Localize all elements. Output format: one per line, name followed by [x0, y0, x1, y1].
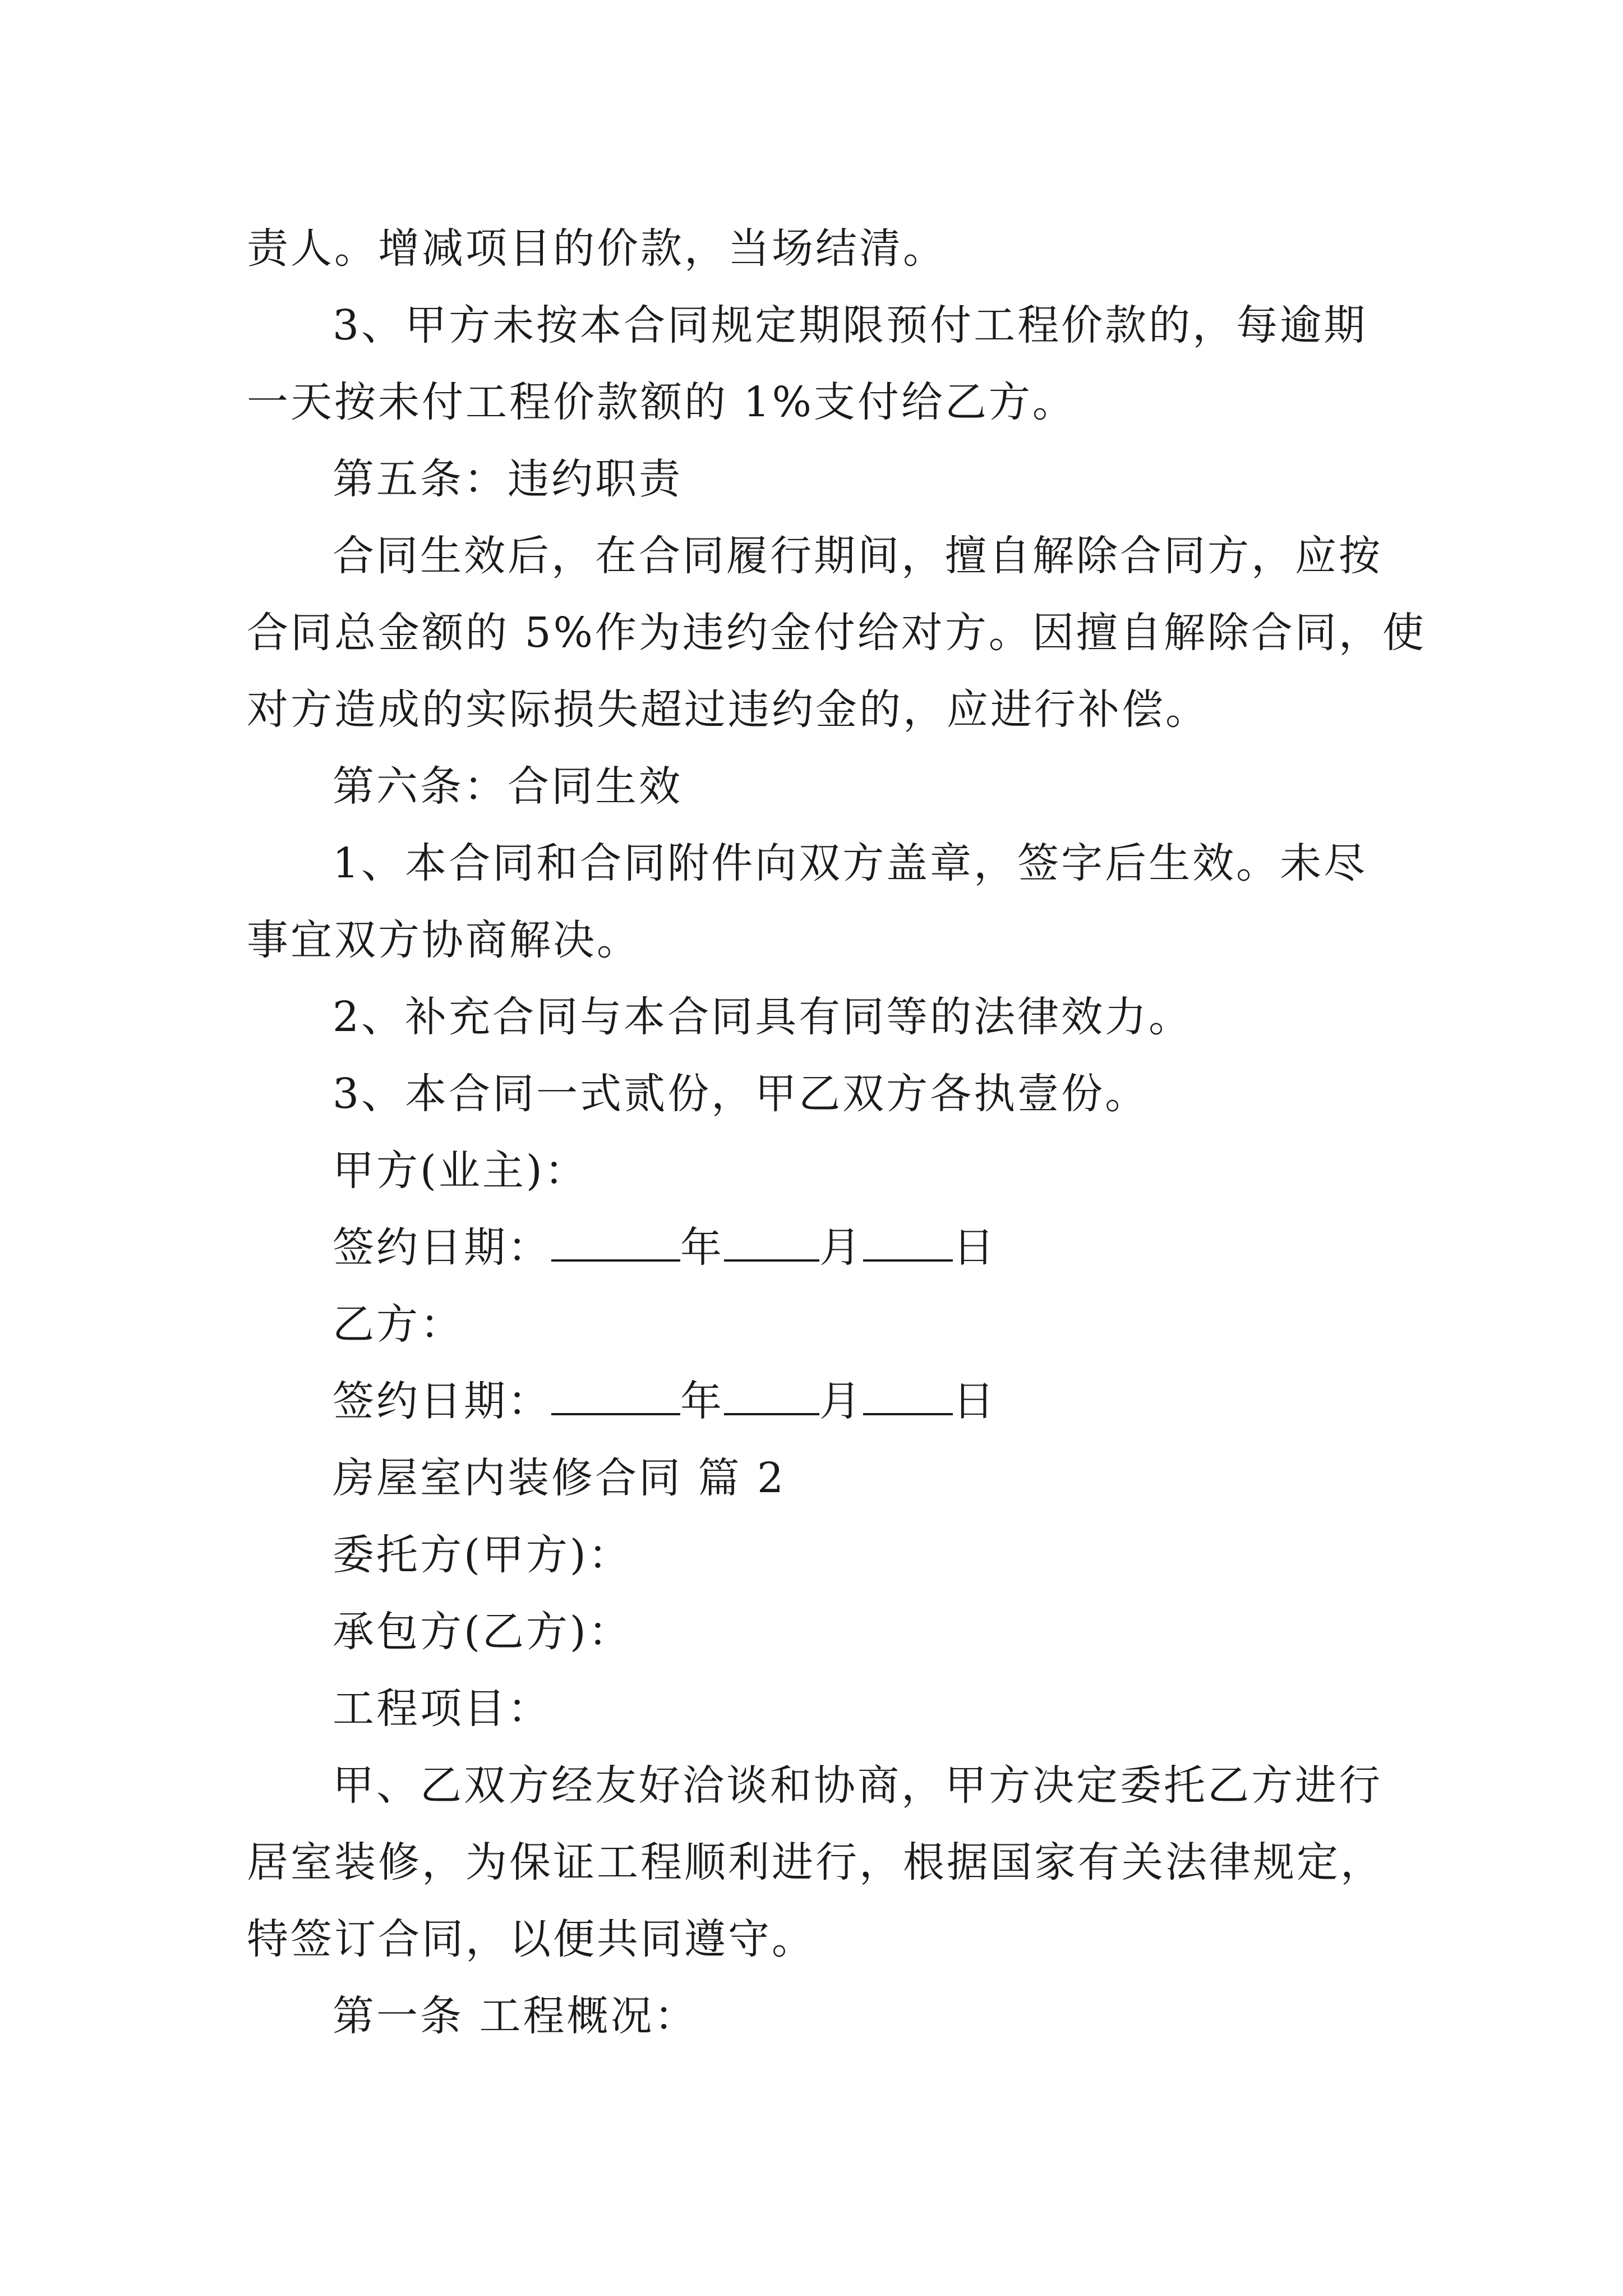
text-line: 3、本合同一式贰份，甲乙双方各执壹份。 — [333, 1070, 1149, 1118]
section-heading: 第五条：违约职责 — [333, 455, 683, 503]
text-line: 责人。增减项目的价款，当场结清。 — [247, 224, 947, 273]
day-blank — [863, 1225, 953, 1262]
text-line: 特签订合同，以便共同遵守。 — [247, 1915, 815, 1963]
project-label: 工程项目： — [333, 1685, 551, 1733]
month-label: 月 — [819, 1377, 863, 1425]
month-blank — [724, 1378, 819, 1415]
month-label: 月 — [819, 1223, 863, 1272]
text-line: 合同生效后，在合同履行期间，擅自解除合同方，应按 — [333, 532, 1382, 580]
client-label: 委托方(甲方)： — [333, 1531, 632, 1579]
text-line: 2、补充合同与本合同具有同等的法律效力。 — [333, 993, 1193, 1041]
day-label: 日 — [953, 1377, 997, 1425]
year-label: 年 — [680, 1377, 724, 1425]
contract-title: 房屋室内装修合同 篇 2 — [333, 1454, 786, 1502]
year-blank — [551, 1378, 680, 1415]
contractor-label: 承包方(乙方)： — [333, 1608, 632, 1656]
sign-date-label: 签约日期： — [333, 1223, 551, 1272]
section-heading: 第六条：合同生效 — [333, 762, 683, 811]
section-heading: 第一条 工程概况： — [333, 1992, 698, 2040]
year-label: 年 — [680, 1223, 724, 1272]
party-b-label: 乙方： — [333, 1300, 464, 1349]
text-line: 事宜双方协商解决。 — [247, 916, 640, 964]
sign-date-label: 签约日期： — [333, 1377, 551, 1425]
text-line: 居室装修，为保证工程顺利进行，根据国家有关法律规定， — [247, 1838, 1384, 1887]
day-label: 日 — [953, 1223, 997, 1272]
year-blank — [551, 1225, 680, 1262]
day-blank — [863, 1378, 953, 1415]
text-line: 对方造成的实际损失超过违约金的，应进行补偿。 — [247, 685, 1209, 734]
sign-date-line-a — [247, 1209, 1391, 1286]
party-a-label: 甲方(业主)： — [333, 1147, 588, 1195]
text-line: 1、本合同和合同附件向双方盖章，签字后生效。未尽 — [333, 839, 1368, 887]
document-body — [247, 210, 1426, 2055]
text-line: 一天按未付工程价款额的 1%支付给乙方。 — [247, 378, 1076, 426]
sign-date-line-b — [247, 1363, 1391, 1440]
text-line: 甲、乙双方经友好洽谈和协商，甲方决定委托乙方进行 — [333, 1761, 1382, 1810]
month-blank — [724, 1225, 819, 1262]
text-line: 合同总金额的 5%作为违约金付给对方。因擅自解除合同，使 — [247, 609, 1426, 657]
text-line: 3、甲方未按本合同规定期限预付工程价款的，每逾期 — [333, 301, 1368, 349]
